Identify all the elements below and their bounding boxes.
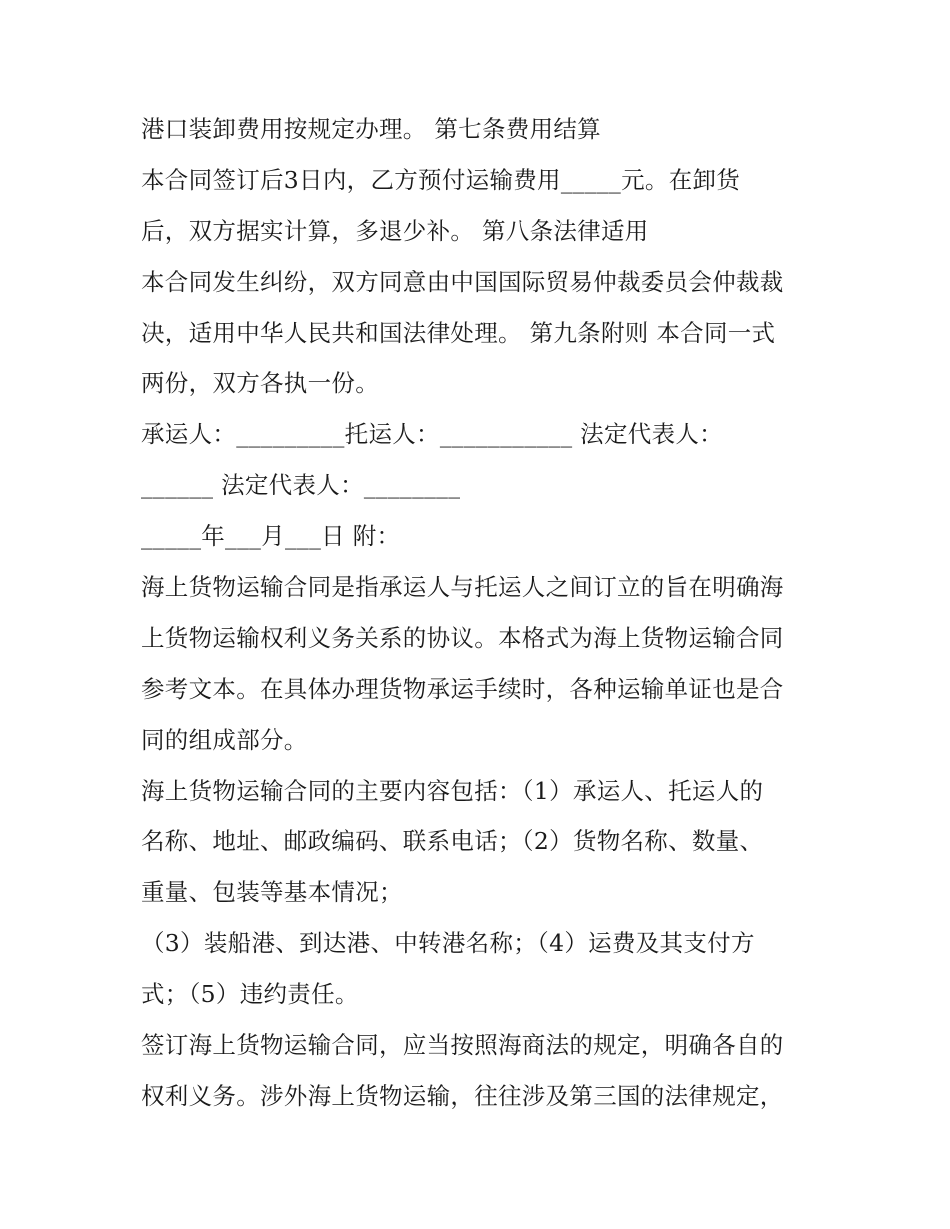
text-line: 后，双方据实计算，多退少补。 第八条法律适用 — [141, 216, 649, 245]
text-line: 海上货物运输合同的主要内容包括：（1）承运人、托运人的 — [141, 776, 764, 805]
text-line: 权利义务。涉外海上货物运输，往往涉及第三国的法律规定， — [141, 1081, 784, 1110]
text-line: 本合同签订后3日内，乙方预付运输费用_____元。在卸货 — [141, 165, 741, 194]
signature-line: ______ 法定代表人：________ — [141, 471, 461, 500]
contract-text — [141, 104, 821, 1122]
text-line: 决，适用中华人民共和国法律处理。 第九条附则 本合同一式 — [141, 318, 776, 347]
text-line: 式；（5）违约责任。 — [141, 980, 359, 1009]
text-line: 名称、地址、邮政编码、联系电话；（2）货物名称、数量、 — [141, 827, 764, 856]
text-line: 同的组成部分。 — [141, 725, 308, 754]
text-line: 上货物运输权利义务关系的协议。本格式为海上货物运输合同 — [141, 623, 784, 652]
signature-line: 承运人：_________托运人：___________ 法定代表人： — [141, 420, 723, 449]
text-line: 重量、包装等基本情况； — [141, 878, 403, 907]
text-line: 签订海上货物运输合同，应当按照海商法的规定，明确各自的 — [141, 1031, 784, 1060]
text-line: （3）装船港、到达港、中转港名称；（4）运费及其支付方 — [141, 929, 755, 958]
text-line: 港口装卸费用按规定办理。 第七条费用结算 — [141, 115, 601, 143]
text-line: 海上货物运输合同是指承运人与托运人之间订立的旨在明确海 — [141, 573, 784, 602]
text-line: 本合同发生纠纷，双方同意由中国国际贸易仲裁委员会仲裁裁 — [141, 267, 784, 296]
date-line: _____年___月___日 附： — [141, 522, 401, 551]
text-line: 参考文本。在具体办理货物承运手续时，各种运输单证也是合 — [141, 674, 784, 703]
text-line: 两份，双方各执一份。 — [141, 369, 379, 398]
